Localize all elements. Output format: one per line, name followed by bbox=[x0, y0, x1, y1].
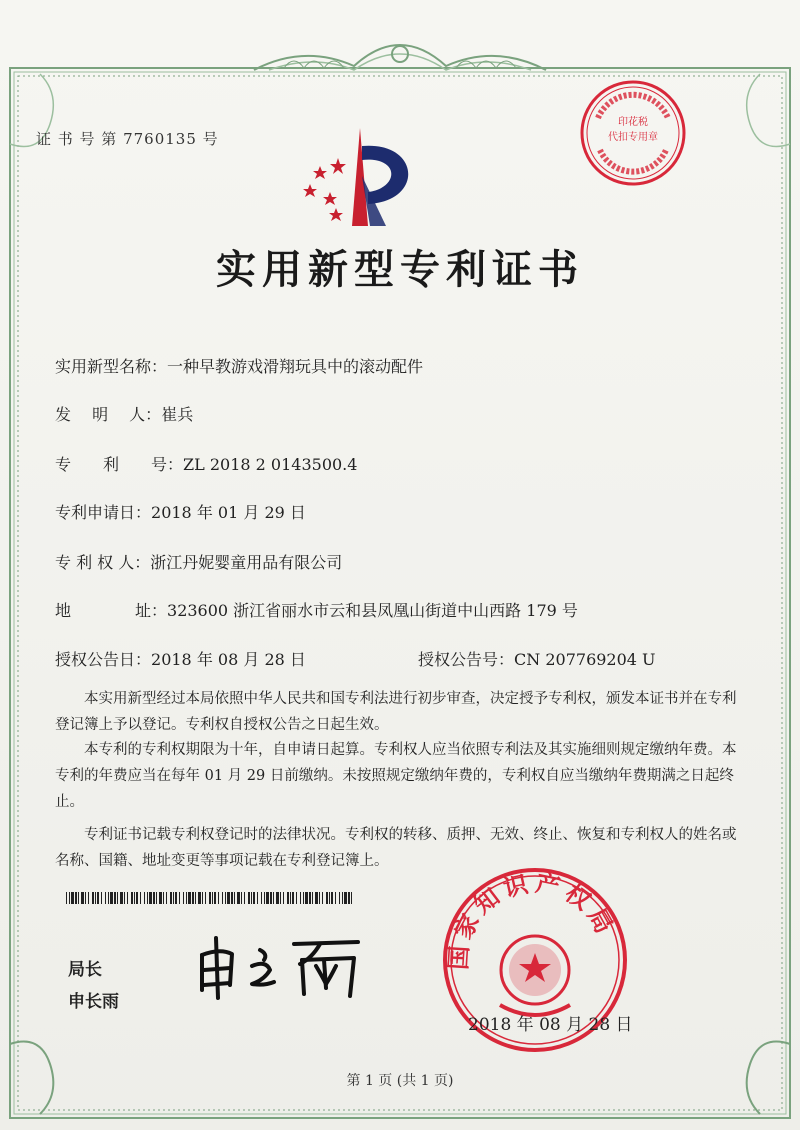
grant-pub-number-value: CN 207769204 U bbox=[514, 650, 656, 669]
barcode-bar bbox=[344, 892, 347, 904]
barcode-bar bbox=[97, 892, 99, 904]
barcode-bar bbox=[163, 892, 164, 904]
barcode-bar bbox=[81, 892, 84, 904]
barcode-bar bbox=[186, 892, 187, 904]
barcode-bar bbox=[195, 892, 196, 904]
barcode-bar bbox=[312, 892, 313, 904]
barcode-bar bbox=[114, 892, 116, 904]
patent-number-label: 专 利 号： bbox=[55, 455, 184, 474]
barcode-bar bbox=[71, 892, 74, 904]
barcode-bar bbox=[78, 892, 79, 904]
body-paragraph-1: 本实用新型经过本局依照中华人民共和国专利法进行初步审查，决定授予专利权，颁发本证书并在专利登记簿上予以登记。专利权自授权公告之日起生效。 bbox=[55, 691, 737, 733]
filing-date-value: 2018 年 01 月 29 日 bbox=[151, 503, 306, 522]
barcode-bar bbox=[290, 892, 291, 904]
address-row bbox=[55, 598, 578, 621]
barcode-bar bbox=[166, 892, 167, 904]
barcode-bar bbox=[270, 892, 272, 904]
barcode-bar bbox=[159, 892, 162, 904]
barcode-bar bbox=[251, 892, 252, 904]
grant-pub-number-label: 授权公告号： bbox=[418, 650, 515, 669]
barcode-bar bbox=[227, 892, 230, 904]
patentee-row bbox=[55, 550, 342, 573]
barcode-bar bbox=[335, 892, 336, 904]
barcode-bar bbox=[205, 892, 206, 904]
barcode-bar bbox=[124, 892, 125, 904]
barcode-bar bbox=[326, 892, 328, 904]
barcode-bar bbox=[192, 892, 194, 904]
patent-number-row bbox=[55, 452, 357, 475]
body-paragraph-2: 本专利的专利权期限为十年，自申请日起算。专利权人应当依照专利法及其实施细则规定缴纳年费。本专利的年费应当在每年 01 月 29 日前缴纳。未按照规定缴纳年费的，专利权自应当缴纳年费期满之日起终止。 bbox=[55, 742, 737, 810]
barcode-bar bbox=[149, 892, 152, 904]
barcode-bar bbox=[120, 892, 123, 904]
grant-pub-number-row bbox=[418, 647, 656, 670]
certificate-title: 实用新型专利证书 bbox=[216, 246, 584, 293]
barcode-bar bbox=[276, 892, 279, 904]
barcode-bar bbox=[253, 892, 255, 904]
barcode-bar bbox=[173, 892, 174, 904]
barcode-bar bbox=[257, 892, 258, 904]
director-name: 申长雨 bbox=[68, 992, 119, 1012]
barcode-bar bbox=[266, 892, 269, 904]
address-label: 地 址： bbox=[55, 601, 168, 620]
barcode-bar bbox=[136, 892, 138, 904]
barcode-bar bbox=[218, 892, 219, 904]
filing-date-row bbox=[55, 500, 306, 523]
barcode-bar bbox=[339, 892, 340, 904]
utility-model-name-label: 实用新型名称： bbox=[55, 357, 168, 376]
barcode-bar bbox=[212, 892, 213, 904]
barcode-bar bbox=[198, 892, 201, 904]
patent-number-value: ZL 2018 2 0143500.4 bbox=[183, 455, 358, 474]
certificate-number: 证 书 号 第 7760135 号 bbox=[36, 130, 219, 148]
barcode-bar bbox=[95, 892, 96, 904]
barcode-bar bbox=[214, 892, 216, 904]
barcode-bar bbox=[296, 892, 297, 904]
barcode-bar bbox=[188, 892, 191, 904]
barcode-bar bbox=[225, 892, 226, 904]
barcode-bar bbox=[108, 892, 109, 904]
barcode-bar bbox=[144, 892, 145, 904]
barcode-bar bbox=[331, 892, 333, 904]
director-title: 局长 bbox=[68, 960, 102, 980]
patentee-value: 浙江丹妮婴童用品有限公司 bbox=[150, 553, 343, 572]
tax-stamp-seal bbox=[578, 78, 688, 188]
barcode-bar bbox=[351, 892, 352, 904]
barcode-bar bbox=[131, 892, 133, 904]
barcode-bar bbox=[303, 892, 304, 904]
barcode-bar bbox=[248, 892, 250, 904]
barcode-bar bbox=[241, 892, 242, 904]
barcode-bar bbox=[117, 892, 118, 904]
grant-date-label: 授权公告日： bbox=[55, 650, 152, 669]
body-paragraph-3: 专利证书记载专利权登记时的法律状况。专利权的转移、质押、无效、终止、恢复和专利权人的姓名或名称、国籍、地址变更等事项记载在专利登记簿上。 bbox=[55, 827, 737, 869]
barcode-bar bbox=[319, 892, 320, 904]
barcode-bar bbox=[309, 892, 311, 904]
barcode-bar bbox=[234, 892, 235, 904]
svg-text:印花税: 印花税 bbox=[618, 117, 648, 128]
page-number: 第 1 页 (共 1 页) bbox=[346, 1073, 454, 1089]
barcode-bar bbox=[292, 892, 294, 904]
barcode-bar bbox=[85, 892, 86, 904]
barcode-bar bbox=[170, 892, 172, 904]
barcode bbox=[66, 892, 354, 904]
barcode-bar bbox=[261, 892, 262, 904]
utility-model-name-row bbox=[55, 354, 423, 377]
barcode-bar bbox=[280, 892, 281, 904]
barcode-bar bbox=[134, 892, 135, 904]
barcode-bar bbox=[183, 892, 184, 904]
barcode-bar bbox=[88, 892, 89, 904]
handwritten-signature bbox=[190, 930, 370, 1000]
barcode-bar bbox=[264, 892, 265, 904]
barcode-bar bbox=[342, 892, 343, 904]
inventor-label: 发 明 人： bbox=[55, 405, 162, 424]
barcode-bar bbox=[322, 892, 323, 904]
barcode-bar bbox=[92, 892, 94, 904]
barcode-bar bbox=[156, 892, 157, 904]
grant-date-row bbox=[55, 647, 306, 670]
barcode-bar bbox=[75, 892, 77, 904]
barcode-bar bbox=[287, 892, 289, 904]
svg-text:代扣专用章: 代扣专用章 bbox=[608, 132, 658, 143]
barcode-bar bbox=[348, 892, 350, 904]
barcode-bar bbox=[110, 892, 113, 904]
barcode-bar bbox=[283, 892, 284, 904]
barcode-bar bbox=[202, 892, 203, 904]
barcode-bar bbox=[69, 892, 70, 904]
address-value: 323600 浙江省丽水市云和县凤凰山街道中山西路 179 号 bbox=[167, 601, 578, 620]
barcode-bar bbox=[231, 892, 233, 904]
inventor-value: 崔兵 bbox=[161, 405, 194, 424]
barcode-bar bbox=[66, 892, 67, 904]
barcode-bar bbox=[101, 892, 102, 904]
barcode-bar bbox=[329, 892, 330, 904]
barcode-bar bbox=[175, 892, 177, 904]
barcode-bar bbox=[153, 892, 155, 904]
patentee-label: 专 利 权 人： bbox=[55, 553, 151, 572]
barcode-bar bbox=[179, 892, 180, 904]
seal-date: 2018 年 08 月 28 日 bbox=[468, 1015, 633, 1035]
barcode-bar bbox=[315, 892, 318, 904]
barcode-bar bbox=[105, 892, 106, 904]
barcode-bar bbox=[237, 892, 240, 904]
svg-text:国家知识产权局: 国家知识产权局 bbox=[444, 868, 621, 971]
barcode-bar bbox=[244, 892, 245, 904]
grant-date-value: 2018 年 08 月 28 日 bbox=[151, 650, 306, 669]
barcode-bar bbox=[209, 892, 211, 904]
barcode-bar bbox=[140, 892, 141, 904]
filing-date-label: 专利申请日： bbox=[55, 503, 152, 522]
inventor-row bbox=[55, 402, 193, 425]
barcode-bar bbox=[147, 892, 148, 904]
barcode-bar bbox=[273, 892, 274, 904]
barcode-bar bbox=[127, 892, 128, 904]
barcode-bar bbox=[305, 892, 308, 904]
barcode-bar bbox=[300, 892, 301, 904]
utility-model-name: 一种早教游戏滑翔玩具中的滚动配件 bbox=[167, 357, 424, 376]
patent-office-logo bbox=[290, 126, 430, 231]
barcode-bar bbox=[222, 892, 223, 904]
